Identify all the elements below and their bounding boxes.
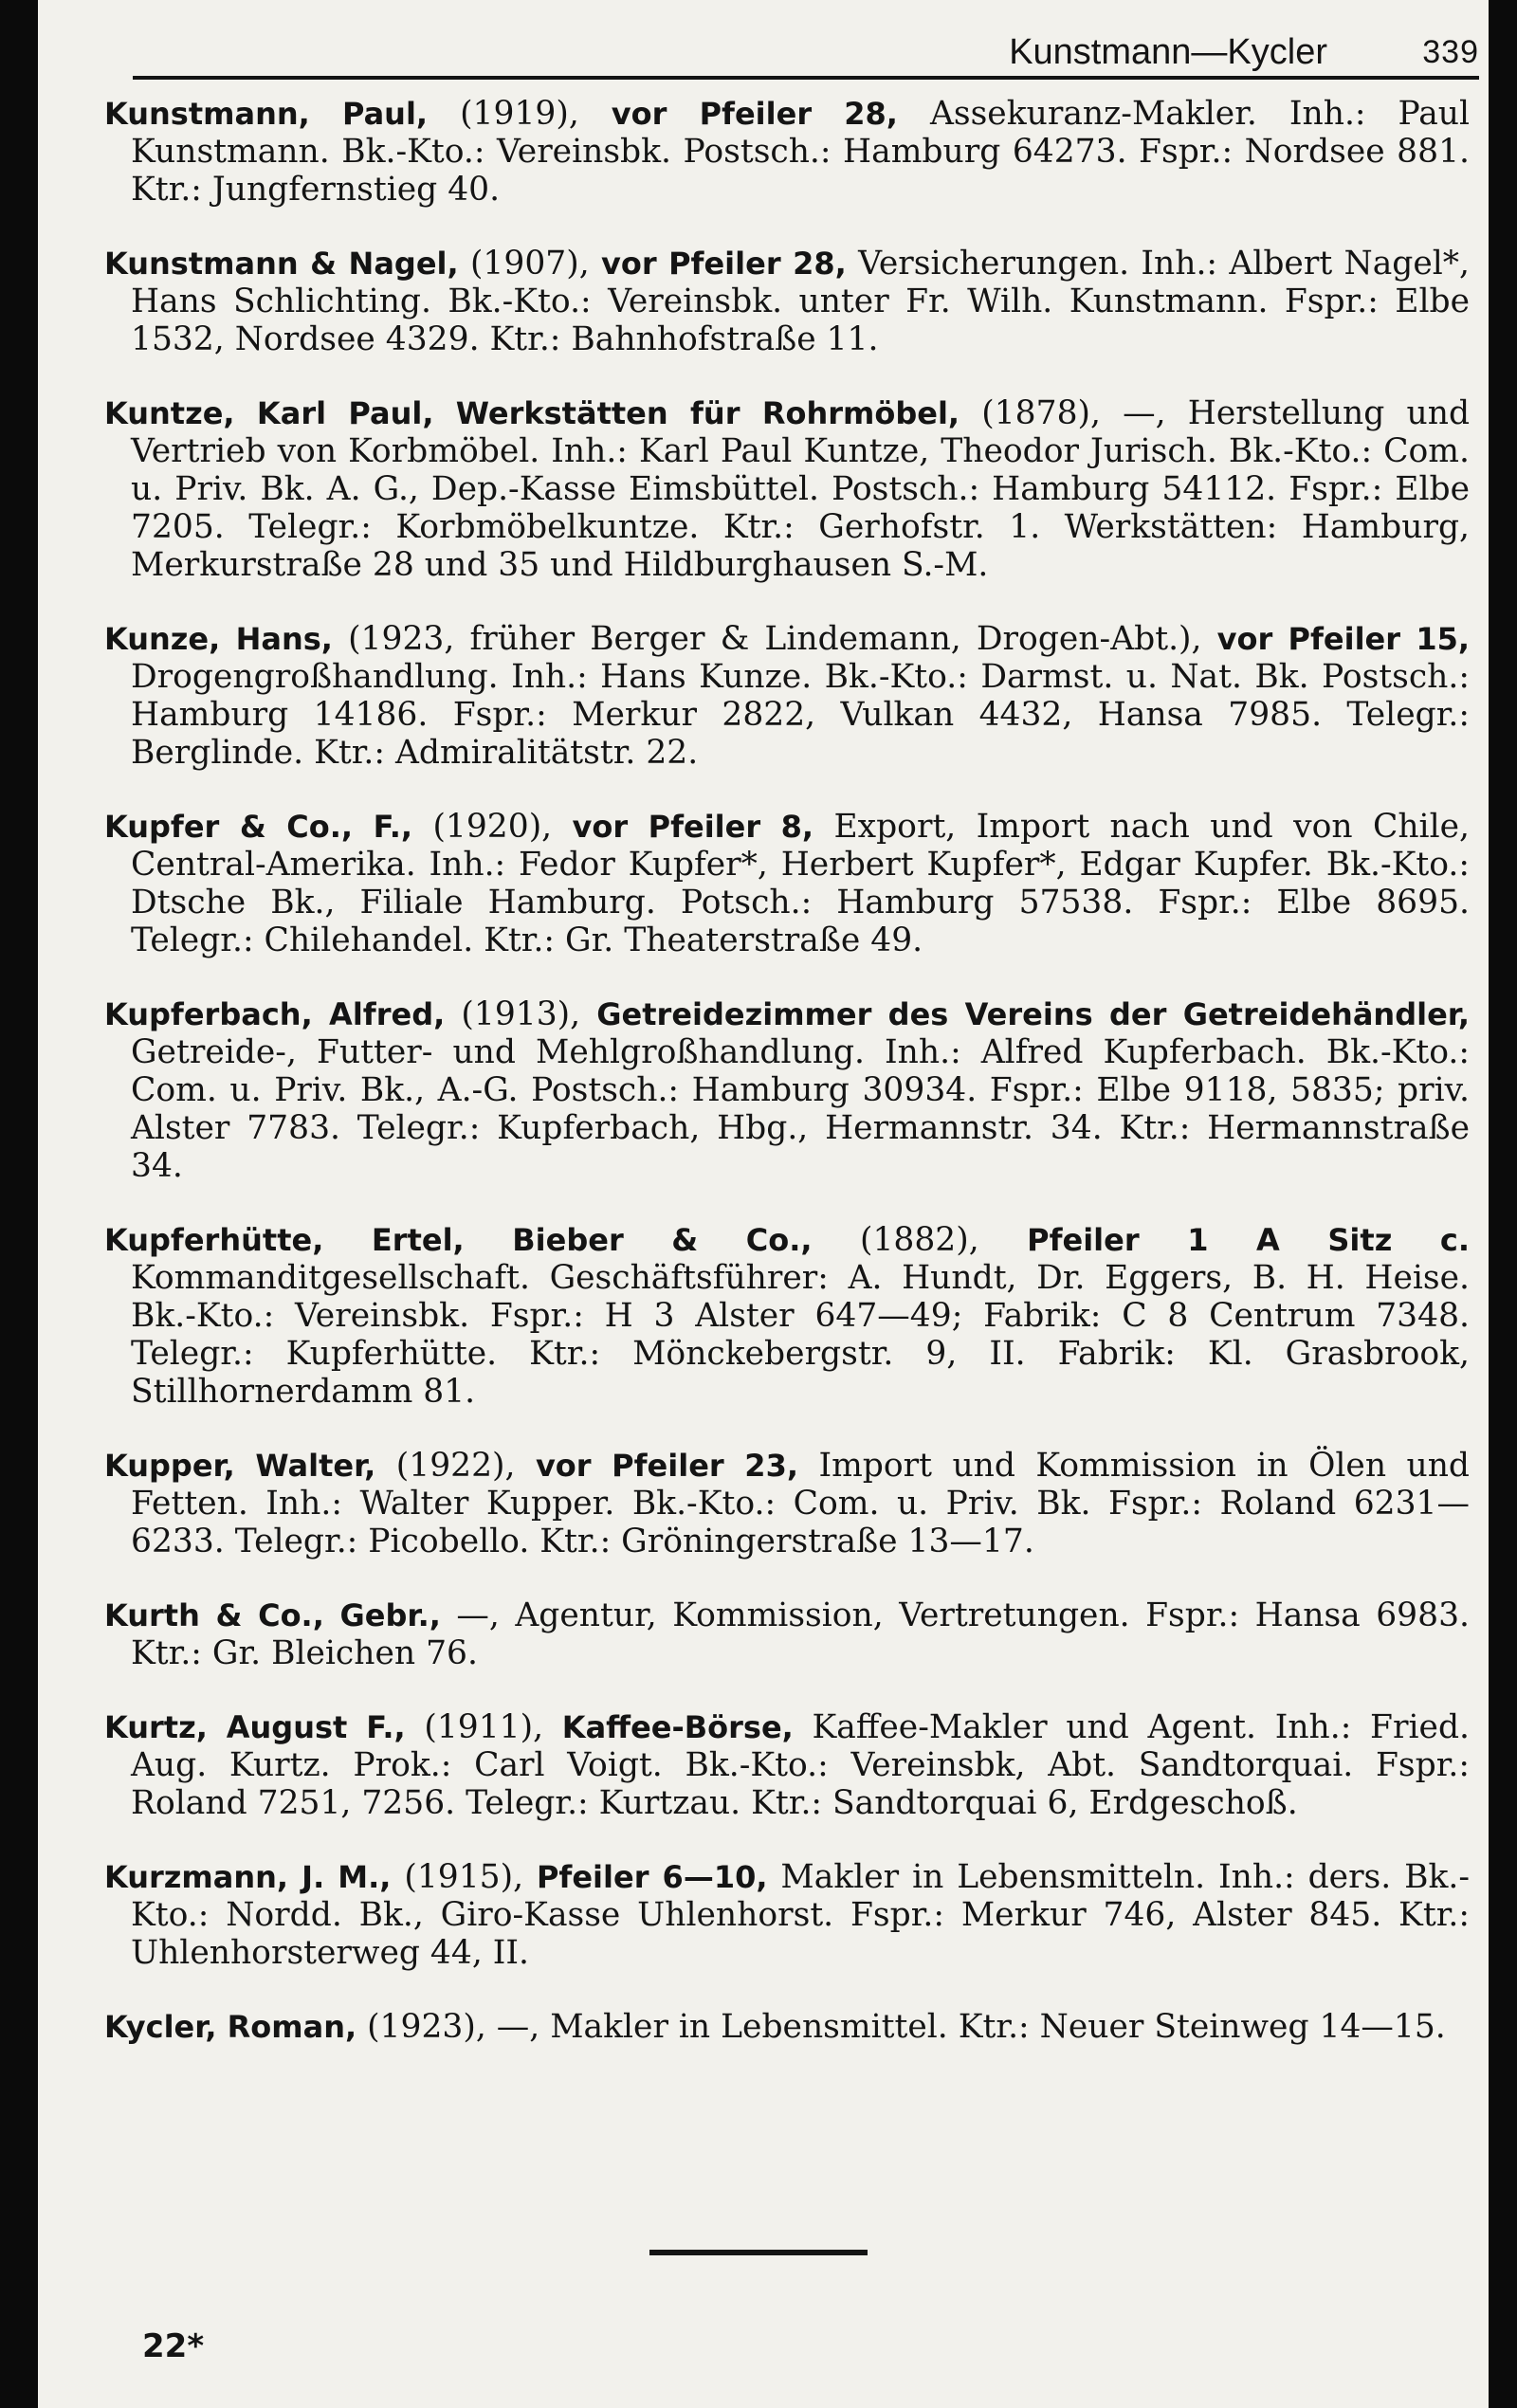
entry-text: Versicherungen. Inh.: Albert Nagel*, Hans Schlichting. Bk.-Kto.: Vereinsbk. unter Fr. Wilh. Kunstmann. Fspr.: Elbe 1532, Nordsee 4329. Ktr.: Bahnhofstraße 11. xyxy=(131,245,1471,358)
entry-name: Kunstmann & Nagel, xyxy=(104,246,459,282)
entry-location: Werkstätten für Rohrmöbel, xyxy=(455,395,960,431)
directory-entry xyxy=(104,620,1470,772)
entry-text: Import und Kommission in Ölen und Fetten. Inh.: Walter Kupper. Bk.-Kto.: Com. u. Priv. Bk. Fspr.: Roland 6231—6233. Telegr.: Picobello. Ktr.: Gröningerstraße 13—17. xyxy=(131,1447,1471,1560)
directory-page xyxy=(38,0,1489,2408)
entry-text: Getreide-, Futter- und Mehlgroßhandlung. Inh.: Alfred Kupferbach. Bk.-Kto.: Com. u. Priv. Bk., A.-G. Postsch.: Hamburg 30934. Fspr.: Elbe 9118, 5835; priv. Alster 7783. Telegr.: Kupferbach, Hbg., Hermannstr. 34. Ktr.: Hermannstraße 34. xyxy=(131,1033,1470,1185)
entry-text: Drogengroßhandlung. Inh.: Hans Kunze. Bk.-Kto.: Darmst. u. Nat. Bk. Postsch.: Hamburg 14186. Fspr.: Merkur 2822, Vulkan 4432, Hansa 7985. Telegr.: Berglinde. Ktr.: Admiralitätstr. 22. xyxy=(131,658,1470,772)
entry-location: vor Pfeiler 28, xyxy=(600,246,847,282)
entry-name: Kurzmann, J. M., xyxy=(104,1859,392,1895)
entry-text: Makler in Lebensmitteln. Inh.: ders. Bk.-Kto.: Nordd. Bk., Giro-Kasse Uhlenhorst. Fspr.: Merkur 746, Alster 845. Ktr.: Uhlenhorsterweg 44, II. xyxy=(131,1858,1471,1972)
entry-year: (1920), xyxy=(432,808,553,846)
entry-name: Kurtz, August F., xyxy=(104,1709,406,1745)
directory-entry xyxy=(104,1221,1470,1411)
directory-entry xyxy=(104,1858,1470,1972)
signature-mark: 22* xyxy=(142,2327,205,2365)
directory-entry xyxy=(104,394,1470,584)
running-head xyxy=(133,28,1479,80)
entry-text: Agentur, Kommission, Vertretungen. Fspr.: Hansa 6983. Ktr.: Gr. Bleichen 76. xyxy=(131,1596,1471,1672)
entry-year: (1911), xyxy=(424,1708,544,1746)
entry-text: (1878), —, Herstellung und Vertrieb von Korbmöbel. Inh.: Karl Paul Kuntze, Theodor Jurisch. Bk.-Kto.: Com. u. Priv. Bk. A. G., Dep.-Kasse Eimsbüttel. Postsch.: Hamburg 54112. Fspr.: Elbe 7205. Telegr.: Korbmöbelkuntze. Ktr.: Gerhofstr. 1. Werkstätten: Hamburg, Merkurstraße 28 und 35 und Hildburghausen S.-M. xyxy=(131,394,1471,584)
directory-entry xyxy=(104,2008,1470,2046)
entry-name: Kupfer & Co., F., xyxy=(104,809,413,845)
entry-name: Kurth & Co., Gebr., xyxy=(104,1597,441,1633)
entry-name: Kupferhütte, Ertel, Bieber & Co., xyxy=(104,1222,813,1258)
directory-entry xyxy=(104,1447,1470,1560)
entry-list xyxy=(104,95,1470,2082)
entry-year: (1919), xyxy=(460,95,579,133)
entry-text: Kaffee-Makler und Agent. Inh.: Fried. Aug. Kurtz. Prok.: Carl Voigt. Bk.-Kto.: Vereinsbk, Abt. Sandtorquai. Fspr.: Roland 7251, 7256. Telegr.: Kurtzau. Ktr.: Sandtorquai 6, Erdgeschoß. xyxy=(131,1708,1470,1822)
directory-entry xyxy=(104,995,1470,1185)
entry-year: (1882), xyxy=(860,1221,979,1259)
entry-year: (1915), xyxy=(404,1858,524,1896)
entry-year: (1923, früher Berger & Lindemann, Drogen-Abt.), xyxy=(348,620,1202,658)
entry-text: Kommanditgesellschaft. Geschäftsführer: A. Hundt, Dr. Eggers, B. H. Heise. Bk.-Kto.: Vereinsbk. Fspr.: H 3 Alster 647—49; Fabrik: C 8 Centrum 7348. Telegr.: Kupferhütte. Ktr.: Mönckebergstr. 9, II. Fabrik: Kl. Grasbrook, Stillhornerdamm 81. xyxy=(131,1259,1470,1411)
entry-location: vor Pfeiler 8, xyxy=(572,809,814,845)
entry-name: Kuntze, Karl Paul, xyxy=(104,395,434,431)
entry-location: vor Pfeiler 28, xyxy=(611,96,898,132)
entry-year: (1922), xyxy=(395,1447,516,1485)
entry-name: Kycler, Roman, xyxy=(104,2009,357,2045)
directory-entry xyxy=(104,808,1470,959)
entry-text: Assekuranz-Makler. Inh.: Paul Kunstmann. Bk.-Kto.: Vereinsbk. Postsch.: Hamburg 64273. Fspr.: Nordsee 881. Ktr.: Jungfernstieg 40. xyxy=(131,95,1471,209)
entry-location: Pfeiler 6—10, xyxy=(536,1859,768,1895)
directory-entry xyxy=(104,95,1470,209)
entry-location: Getreidezimmer des Vereins der Getreidehändler, xyxy=(596,996,1471,1032)
entry-location: Pfeiler 1 A Sitz c. xyxy=(1027,1222,1471,1258)
entry-name: Kunstmann, Paul, xyxy=(104,96,429,132)
entry-year: (1923), —, xyxy=(367,2008,540,2046)
directory-entry xyxy=(104,1708,1470,1822)
entry-name: Kunze, Hans, xyxy=(104,621,333,657)
entry-location: vor Pfeiler 15, xyxy=(1216,621,1471,657)
entry-location: Kaffee-Börse, xyxy=(561,1709,794,1745)
entry-location: vor Pfeiler 23, xyxy=(535,1448,798,1484)
entry-year: (1907), xyxy=(469,245,590,283)
entry-year: (1913), xyxy=(461,995,581,1033)
entry-text: Export, Import nach und von Chile, Central-Amerika. Inh.: Fedor Kupfer*, Herbert Kupfer*, Edgar Kupfer. Bk.-Kto.: Dtsche Bk., Filiale Hamburg. Potsch.: Hamburg 57538. Fspr.: Elbe 8695. Telegr.: Chilehandel. Ktr.: Gr. Theaterstraße 49. xyxy=(131,808,1471,959)
closing-rule xyxy=(649,2250,868,2255)
page-number: 339 xyxy=(1422,34,1479,70)
directory-entry xyxy=(104,245,1470,358)
entry-name: Kupper, Walter, xyxy=(104,1448,376,1484)
entry-text: Makler in Lebensmittel. Ktr.: Neuer Steinweg 14—15. xyxy=(550,2008,1446,2046)
running-title: Kunstmann—Kycler xyxy=(1009,32,1327,72)
entry-year: —, xyxy=(456,1596,500,1634)
entry-name: Kupferbach, Alfred, xyxy=(104,996,446,1032)
directory-entry xyxy=(104,1596,1470,1672)
